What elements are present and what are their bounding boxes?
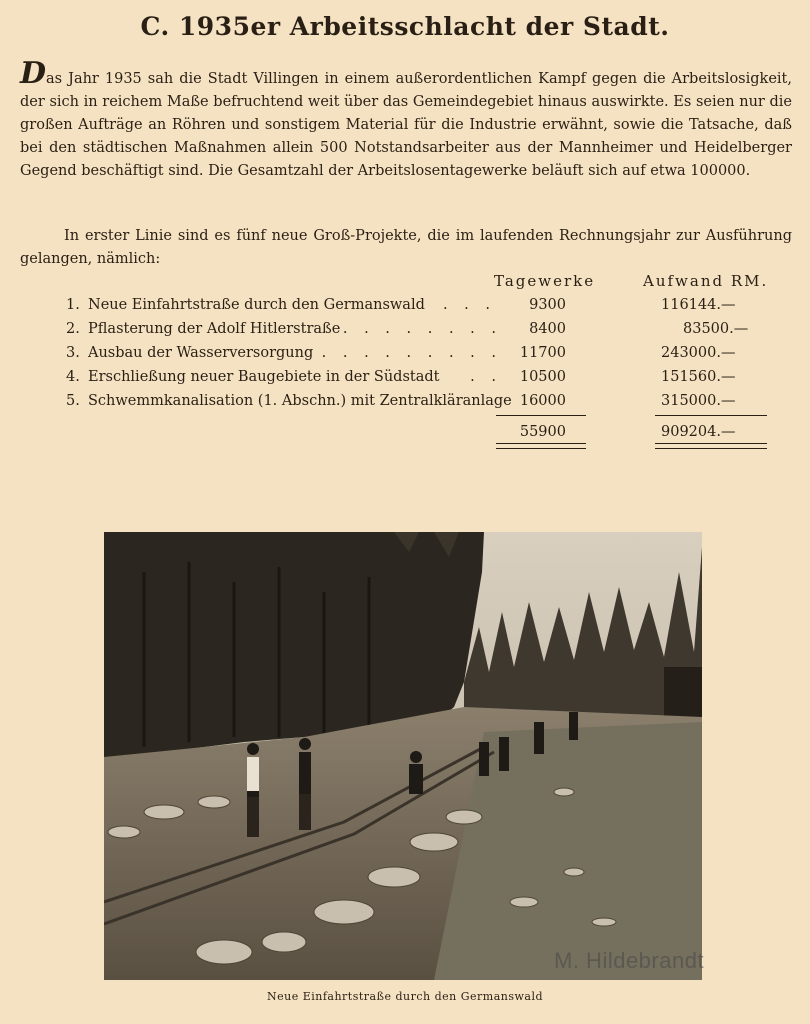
column-header-aufwand: Aufwand RM. xyxy=(643,272,769,290)
row-tagewerke: 10500 xyxy=(519,369,566,385)
row-leader-dots: . . . . . . . . . xyxy=(321,345,502,361)
row-number: 3. xyxy=(66,345,80,361)
table-row xyxy=(66,297,766,321)
row-aufwand: 315000.— xyxy=(661,393,736,409)
page-title: C. 1935er Arbeitsschlacht der Stadt. xyxy=(140,12,670,41)
row-number: 5. xyxy=(66,393,80,409)
row-leader-dots: . . xyxy=(470,369,502,385)
row-tagewerke: 8400 xyxy=(529,321,566,337)
row-label: Ausbau der Wasserversorgung xyxy=(88,345,314,361)
row-aufwand: 116144.— xyxy=(661,297,736,313)
total-double-rule xyxy=(655,443,767,449)
row-leader-dots: . . . xyxy=(442,297,496,313)
row-label: Neue Einfahrtstraße durch den Germanswald xyxy=(88,297,425,313)
photo-illustration xyxy=(104,532,705,980)
row-aufwand: 83500.— xyxy=(683,321,749,337)
column-header-tagewerke: Tagewerke xyxy=(494,272,596,290)
paragraph-projects: In erster Linie sind es fünf neue Groß-Projekte, die im laufenden Rechnungsjahr zur Ausführung gelangen, nämlich: xyxy=(20,228,792,267)
total-aufwand: 909204.— xyxy=(661,424,736,440)
row-aufwand: 151560.— xyxy=(661,369,736,385)
total-tagewerke: 55900 xyxy=(519,424,566,440)
table-row xyxy=(66,345,766,369)
row-label: Erschließung neuer Baugebiete in der Südstadt xyxy=(88,369,440,385)
row-tagewerke: 9300 xyxy=(529,297,566,313)
paragraph-intro-text: as Jahr 1935 sah die Stadt Villingen in einem außerordentlichen Kampf gegen die Arbeitslosigkeit, der sich in reichem Maße befruchtend weit über das Gemeindegebiet hinaus auswirkte. Es seien nur die großen Aufträge an Röhren und sonstigem Material für die Industrie erwähnt, sowie die Tatsache, daß bei den städtischen Maßnahmen allein 500 Notstandsarbeiter aus der Mannheimer und Heidelberger Gegend beschäftigt sind. Die Gesamtzahl der Arbeitslosentagewerke beläuft sich auf etwa 100000. xyxy=(20,71,792,179)
row-label: Pflasterung der Adolf Hitlerstraße xyxy=(88,321,341,337)
subtotal-rule xyxy=(655,415,767,416)
watermark: M. Hildebrandt xyxy=(554,948,705,973)
subtotal-rule xyxy=(496,415,586,416)
drop-cap: D xyxy=(20,56,47,91)
row-tagewerke: 16000 xyxy=(519,393,566,409)
photo-caption: Neue Einfahrtstraße durch den Germanswald xyxy=(266,990,544,1003)
table-row xyxy=(66,369,766,393)
paragraph-intro xyxy=(20,56,792,183)
row-label: Schwemmkanalisation (1. Abschn.) mit Zentralkläranlage xyxy=(88,393,512,409)
total-double-rule xyxy=(496,443,586,449)
row-number: 1. xyxy=(66,297,80,313)
row-tagewerke: 11700 xyxy=(519,345,566,361)
row-number: 4. xyxy=(66,369,80,385)
row-aufwand: 243000.— xyxy=(661,345,736,361)
row-leader-dots: . . . . . . . . xyxy=(342,321,502,337)
table-row xyxy=(66,321,766,345)
table-row xyxy=(66,393,766,417)
row-number: 2. xyxy=(66,321,80,337)
photo-forest-road-construction xyxy=(104,532,705,980)
